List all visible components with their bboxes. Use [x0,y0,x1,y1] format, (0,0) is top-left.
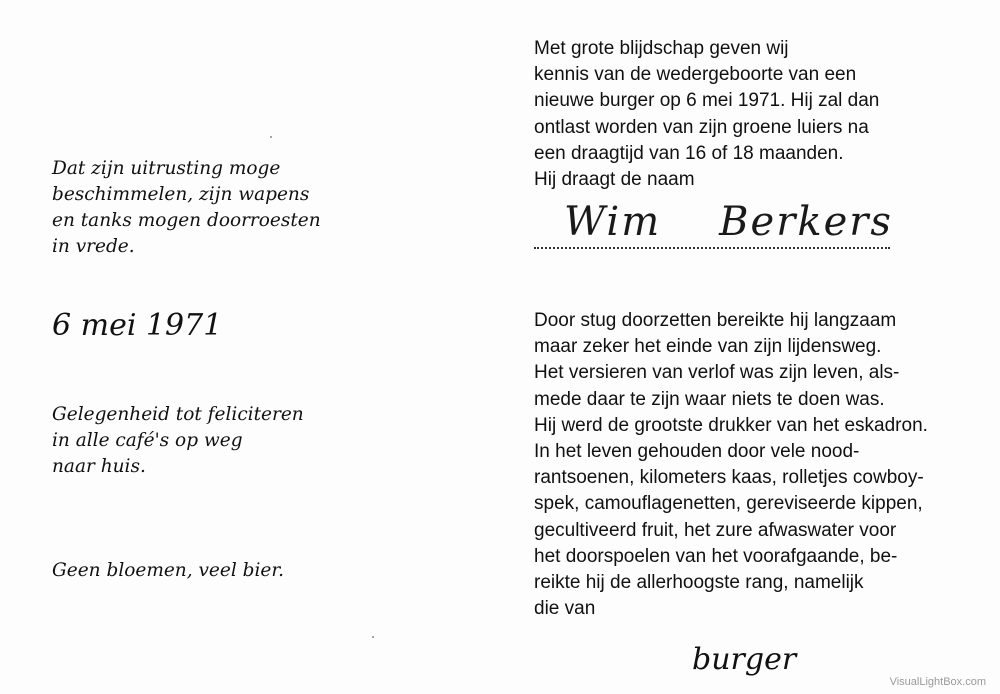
paper-speck [270,136,272,138]
paragraph-line: rantsoenen, kilometers kaas, rolletjes cowboy- [534,467,924,489]
paragraph-line: Het versieren van verlof was zijn leven, als- [534,362,900,384]
paragraph-line: mede daar te zijn waar niets te doen was. [534,388,885,410]
paragraph-line: ontlast worden van zijn groene luiers na [534,116,869,138]
paragraph-line: het doorspoelen van het voorafgaande, be- [534,545,898,567]
verse-middle [52,402,304,480]
verse-line: in alle café's op weg [52,430,243,451]
paragraph-line: In het leven gehouden door vele nood- [534,440,860,462]
paragraph-line: Met grote blijdschap geven wij [534,38,789,59]
verse-line: Gelegenheid tot feliciteren [52,404,304,425]
paragraph-line: nieuwe burger op 6 mei 1971. Hij zal dan [534,90,880,112]
paragraph-line: gecultiveerd fruit, het zure afwaswater voor [534,519,897,541]
verse-line: Dat zijn uitrusting moge [52,158,281,179]
watermark: VisualLightBox.com [889,676,986,688]
paragraph-line: Hij werd de grootste drukker van het eskadron. [534,414,928,436]
verse-line: beschimmelen, zijn wapens [52,184,310,205]
verse-bottom [52,558,284,584]
paragraph-line: spek, camouflagenetten, gereviseerde kippen, [534,493,923,515]
paragraph-line: reikte hij de allerhoogste rang, namelijk [534,571,864,593]
verse-line: in vrede. [52,236,135,257]
date-heading: 6 mei 1971 [52,308,223,343]
verse-line: en tanks mogen doorroesten [52,210,321,231]
paragraph-line: Hij draagt de naam [534,168,695,190]
paragraph-line: Door stug doorzetten bereikte hij langzaam [534,310,897,331]
verse-top [52,156,321,260]
signature-last-name: Berkers [719,199,893,245]
body-paragraph [534,308,928,622]
paragraph-line: een draagtijd van 16 of 18 maanden. [534,142,844,164]
signature-first-name: Wim [564,199,662,245]
paragraph-line: kennis van de wedergeboorte van een [534,64,857,86]
paper-speck [372,636,374,638]
handwritten-signature [564,196,951,248]
paragraph-line: die van [534,598,596,620]
verse-line: Geen bloemen, veel bier. [52,560,285,581]
paragraph-line: maar zeker het einde van zijn lijdensweg. [534,336,882,358]
final-word: burger [692,642,797,677]
verse-line: naar huis. [52,456,146,477]
announcement-paragraph [534,36,879,193]
